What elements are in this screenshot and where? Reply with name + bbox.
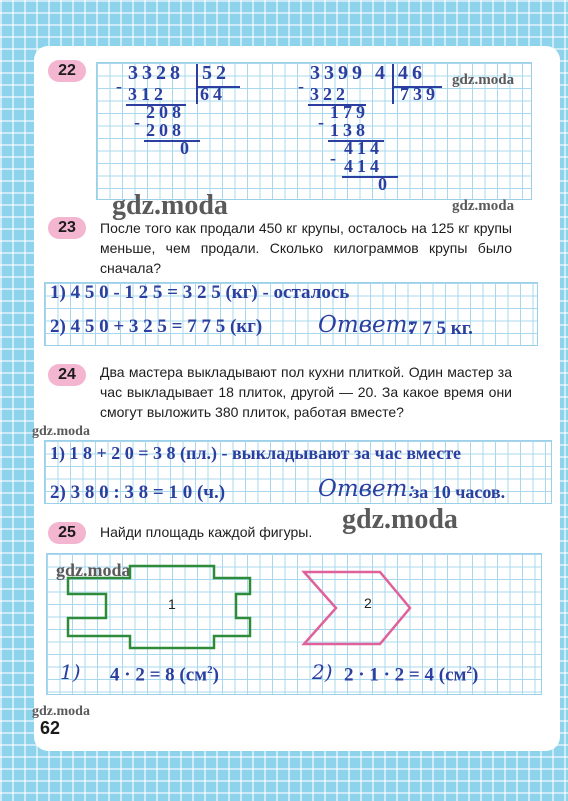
div2-dividend-rest: 4 [375,62,385,84]
figure1-label: 1 [168,596,176,612]
figure1-outline [68,566,250,648]
div2-minus-2: - [318,112,324,132]
div1-quotient: 64 [200,84,226,104]
task25-sol2 [344,664,478,686]
watermark: gdz.moda [452,72,515,88]
div2-minus: - [298,76,304,96]
div2-quotient: 739 [400,84,439,104]
task24-answer-word: Ответ: [318,476,416,502]
div1-divisor: 52 [202,62,230,84]
task24-text: Два мастера выкладывают пол кухни плиткой. Один мастер за час выкладывает 18 плиток, другой — 20. За какое время они смогут выложить 380 плиток, работая вместе? [100,364,512,420]
div1-remainder: 0 [180,138,189,158]
div1-sub2: 208 [146,120,185,140]
task22-badge: 22 [48,60,86,82]
task25-sol2-prefix: 2) [312,660,333,684]
task25-sol1 [110,664,219,686]
task25-sol2-exponent: 2 [466,664,472,676]
task25-badge: 25 [48,522,86,544]
task23-badge: 23 [48,217,86,239]
div2-dividend: 3399 [310,62,366,84]
task23-answer-word: Ответ: [318,312,416,338]
task23-answer-value: 7 7 5 кг. [408,318,473,339]
task25-text: Найди площадь каждой фигуры. [100,524,313,540]
watermark: gdz.moda [342,504,458,535]
figure2-outline [304,572,410,644]
task23-line2: 2) 4 5 0 + 3 2 5 = 7 7 5 (кг) [50,316,263,337]
task25-sol2-text: 2 · 1 · 2 = 4 (см [344,664,467,686]
task24-line1: 1) 1 8 + 2 0 = 3 8 (пл.) - выкладывают за час вместе [50,443,462,463]
task24-badge: 24 [48,364,86,386]
task23-text: После того как продали 450 кг крупы, осталось на 125 кг крупы меньше, чем продали. Сколько килограммов крупы было сначала? [100,220,512,276]
task24-line2: 2) 3 8 0 : 3 8 = 1 0 (ч.) [50,482,226,503]
figure2-label: 2 [364,595,372,611]
div2-sub3: 414 [344,156,383,176]
watermark: gdz.moda [112,190,228,221]
div1-minus-2: - [134,112,140,132]
div1-sub1: 312 [128,84,167,104]
div2-minus-3: - [330,148,336,168]
div2-sub2: 138 [330,120,369,140]
task25-sol1-exponent: 2 [207,664,213,676]
watermark: gdz.moda [452,198,515,214]
task25-sol1-text: 4 · 2 = 8 (см [110,664,208,686]
page-number: 62 [40,718,61,738]
div2-rem1: 179 [330,102,369,122]
div2-divisor: 46 [398,62,426,84]
watermark: gdz.moda [32,704,90,719]
div1-rem1: 208 [146,102,185,122]
task25-sol1-close: ) [212,664,219,686]
task25-sol1-prefix: 1) [60,660,81,684]
task25-sol2-close: ) [471,664,479,686]
div2-remainder: 0 [378,174,387,194]
watermark: gdz.moda [56,560,131,580]
task23-line1: 1) 4 5 0 - 1 2 5 = 3 2 5 (кг) - осталось [50,282,350,303]
task24-answer-value: за 10 часов. [412,482,506,502]
div2-rem2: 414 [344,138,383,158]
div1-minus: - [116,76,122,96]
div2-sub1: 322 [310,84,349,104]
div1-dividend: 3328 [128,62,184,84]
watermark: gdz.moda [32,424,90,439]
